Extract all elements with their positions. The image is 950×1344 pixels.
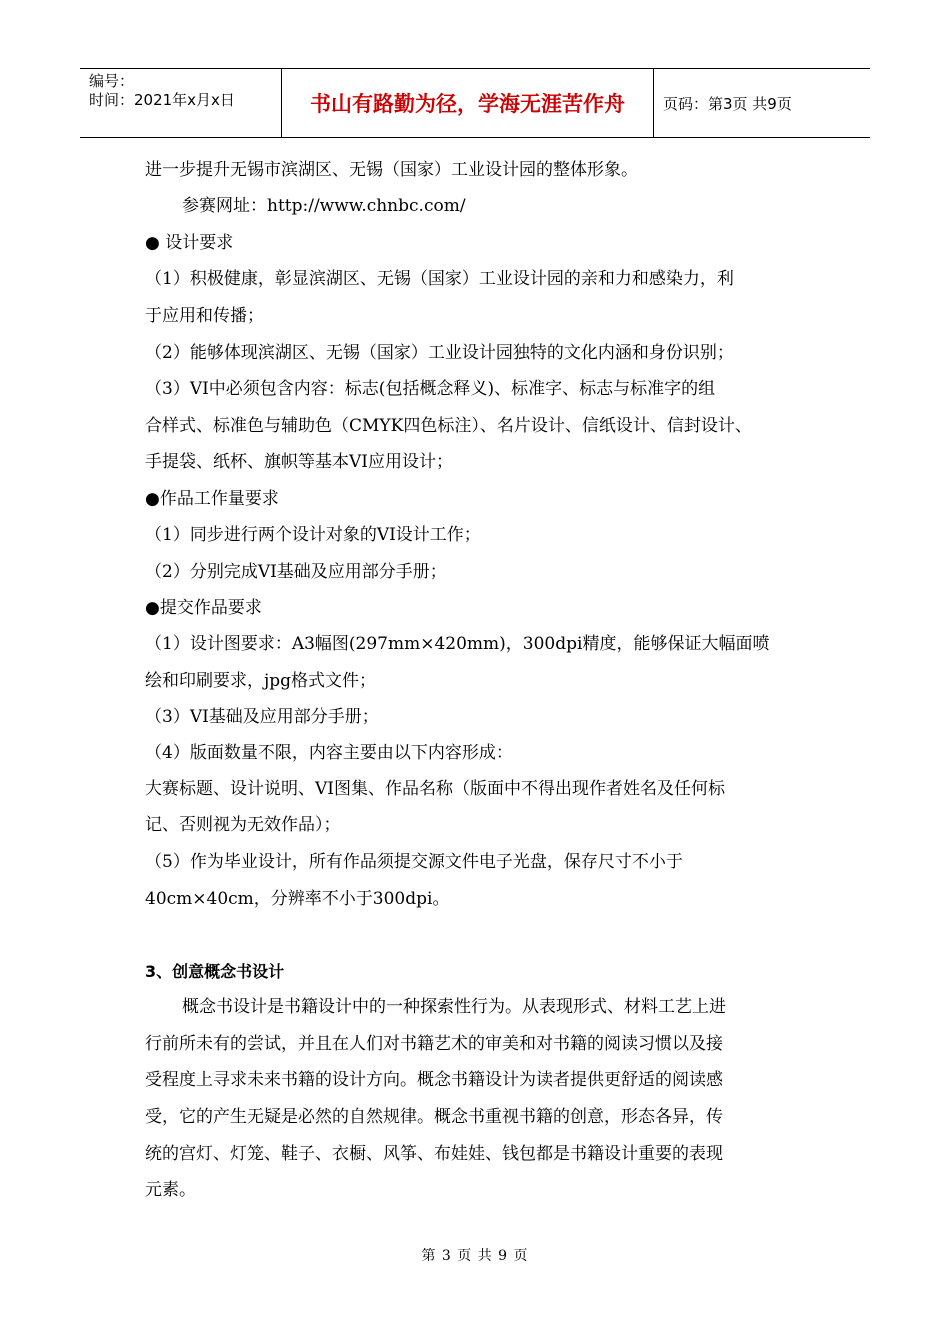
body-line: 于应用和传播； bbox=[145, 306, 264, 326]
body-line: （1）同步进行两个设计对象的VI设计工作； bbox=[145, 525, 481, 545]
header-meta bbox=[80, 69, 282, 137]
body-line: （3）VI基础及应用部分手册； bbox=[145, 707, 379, 727]
number-label: 编号： bbox=[89, 72, 135, 90]
bullet-heading: ●作品工作量要求 bbox=[145, 489, 279, 509]
section-paragraph-line: 统的宫灯、灯笼、鞋子、衣橱、风筝、布娃娃、钱包都是书籍设计重要的表现 bbox=[145, 1144, 723, 1164]
section-paragraph-line: 受，它的产生无疑是必然的自然规律。概念书重视书籍的创意，形态各异，传 bbox=[145, 1107, 723, 1127]
header-motto: 书山有路勤为径，学海无涯苦作舟 bbox=[282, 69, 654, 137]
header-page-label: 页码：第3页 共9页 bbox=[663, 94, 792, 113]
body-line: （1）积极健康，彰显滨湖区、无锡（国家）工业设计园的亲和力和感染力，利 bbox=[145, 269, 734, 289]
body-line: 参赛网址：http://www.chnbc.com/ bbox=[182, 196, 466, 216]
body-line: 手提袋、纸杯、旗帜等基本VI应用设计； bbox=[145, 452, 453, 472]
section-paragraph-line: 元素。 bbox=[145, 1180, 196, 1200]
page-footer: 第 3 页 共 9 页 bbox=[421, 1248, 529, 1264]
section-paragraph-line: 概念书设计是书籍设计中的一种探索性行为。从表现形式、材料工艺上进 bbox=[182, 997, 726, 1017]
page-header bbox=[80, 68, 870, 138]
body-line: 40cm×40cm，分辨率不小于300dpi。 bbox=[145, 889, 450, 909]
section-paragraph-line: 行前所未有的尝试，并且在人们对书籍艺术的审美和对书籍的阅读习惯以及接 bbox=[145, 1034, 723, 1054]
section-paragraph-line: 受程度上寻求未来书籍的设计方向。概念书籍设计为读者提供更舒适的阅读感 bbox=[145, 1070, 723, 1090]
body-line: （2）能够体现滨湖区、无锡（国家）工业设计园独特的文化内涵和身份识别； bbox=[145, 343, 734, 363]
body-line: 大赛标题、设计说明、VI图集、作品名称（版面中不得出现作者姓名及任何标 bbox=[145, 779, 725, 799]
body-line: 合样式、标准色与辅助色（CMYK四色标注）、名片设计、信纸设计、信封设计、 bbox=[145, 416, 752, 436]
body-line: 记、否则视为无效作品）； bbox=[145, 815, 341, 835]
bullet-heading: ● 设计要求 bbox=[145, 233, 234, 253]
body-line: （4）版面数量不限，内容主要由以下内容形成： bbox=[145, 743, 513, 763]
body-line: （2）分别完成VI基础及应用部分手册； bbox=[145, 562, 447, 582]
section-heading: 3、创意概念书设计 bbox=[145, 962, 285, 981]
body-line: （5）作为毕业设计，所有作品须提交源文件电子光盘，保存尺寸不小于 bbox=[145, 852, 683, 872]
bullet-heading: ●提交作品要求 bbox=[145, 598, 262, 618]
body-line: （3）VI中必须包含内容：标志(包括概念释义)、标准字、标志与标准字的组 bbox=[145, 379, 716, 399]
body-line: 绘和印刷要求，jpg格式文件； bbox=[145, 671, 377, 691]
body-line: （1）设计图要求：A3幅图(297mm×420mm)，300dpi精度，能够保证大幅面喷 bbox=[145, 634, 770, 654]
time-label: 时间：2021年x月x日 bbox=[89, 91, 235, 109]
body-line: 进一步提升无锡市滨湖区、无锡（国家）工业设计园的整体形象。 bbox=[145, 160, 638, 180]
